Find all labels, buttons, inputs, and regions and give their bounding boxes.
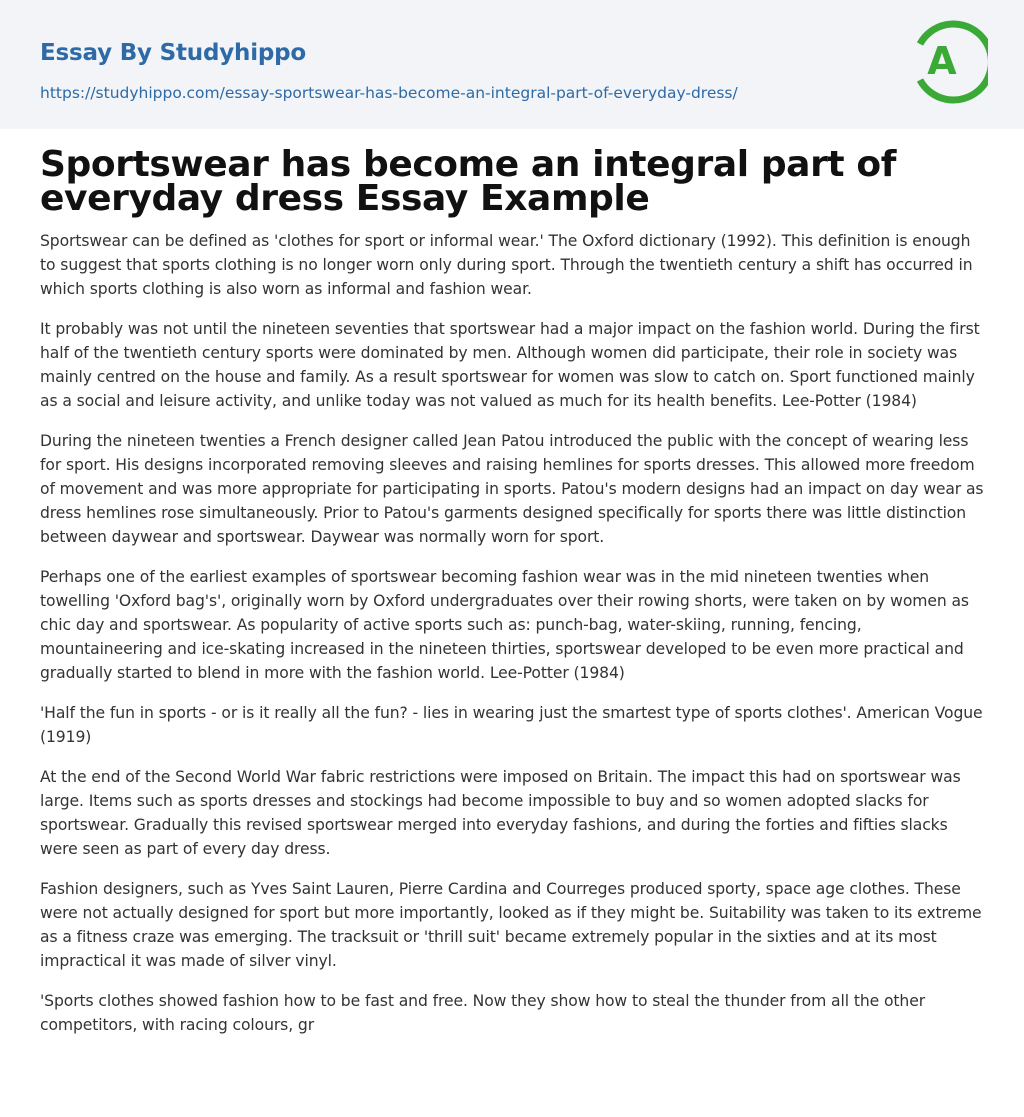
essay-paragraph: It probably was not until the nineteen seventies that sportswear had a major impact on the fashion world. During the first half of the twentieth century sports were dominated by men. Although women did participate, their role in society was mainly centred on the house and family. As a result sportswear for women was slow to catch on. Sport functioned mainly as a social and leisure activity, and unlike today was not valued as much for its health benefits. Lee-Potter (1984)	[40, 320, 980, 410]
essay-body	[40, 229, 984, 1053]
logo-letter: A	[927, 39, 957, 83]
essay-paragraph: Fashion designers, such as Yves Saint Lauren, Pierre Cardina and Courreges produced sporty, space age clothes. These were not actually designed for sport but more importantly, looked as if they might be. Suitability was taken to its extreme as a fitness craze was emerging. The tracksuit or 'thrill suit' became extremely popular in the sixties and at its most impractical it was made of silver vinyl.	[40, 880, 982, 970]
essay-paragraph: During the nineteen twenties a French designer called Jean Patou introduced the public with the concept of wearing less for sport. His designs incorporated removing sleeves and raising hemlines for sports dresses. This allowed more freedom of movement and was more appropriate for participating in sports. Patou's modern designs had an impact on day wear as dress hemlines rose simultaneously. Prior to Patou's garments designed specifically for sports there was little distinction between daywear and sportswear. Daywear was normally worn for sport.	[40, 432, 984, 546]
studyhippo-logo-icon[interactable]	[912, 18, 988, 106]
essay-title: Sportswear has become an integral part of everyday dress Essay Example	[40, 144, 896, 219]
site-header	[0, 0, 1024, 129]
essay-paragraph: 'Sports clothes showed fashion how to be fast and free. Now they show how to steal the thunder from all the other competitors, with racing colours, gr	[40, 992, 926, 1034]
essay-paragraph: 'Half the fun in sports - or is it really all the fun? - lies in wearing just the smartest type of sports clothes'. American Vogue (1919)	[40, 704, 983, 746]
essay-paragraph: Sportswear can be defined as 'clothes for sport or informal wear.' The Oxford dictionary (1992). This definition is enough to suggest that sports clothing is no longer worn only during sport. Through the twentieth century a shift has occurred in which sports clothing is also worn as informal and fashion wear.	[40, 232, 973, 298]
essay-paragraph: At the end of the Second World War fabric restrictions were imposed on Britain. The impact this had on sportswear was large. Items such as sports dresses and stockings had become impossible to buy and so women adopted slacks for sportswear. Gradually this revised sportswear merged into everyday fashions, and during the forties and fifties slacks were seen as part of every day dress.	[40, 768, 961, 858]
source-url-link[interactable]: https://studyhippo.com/essay-sportswear-has-become-an-integral-part-of-everyday-dress/	[40, 84, 738, 102]
site-brand[interactable]: Essay By Studyhippo	[40, 40, 307, 66]
essay-paragraph: Perhaps one of the earliest examples of sportswear becoming fashion wear was in the mid nineteen twenties when towelling 'Oxford bag's', originally worn by Oxford undergraduates over their rowing shorts, were taken on by women as chic day and sportswear. As popularity of active sports such as: punch-bag, water-skiing, running, fencing, mountaineering and ice-skating increased in the nineteen thirties, sportswear developed to be even more practical and gradually started to blend in more with the fashion world. Lee-Potter (1984)	[40, 568, 969, 682]
